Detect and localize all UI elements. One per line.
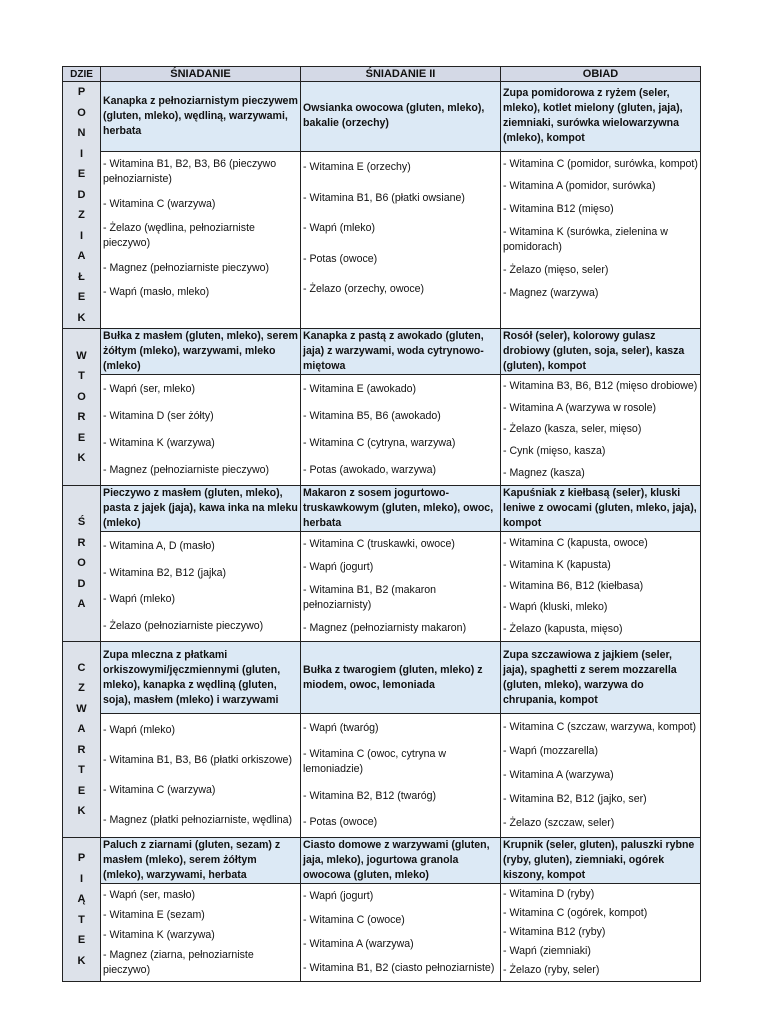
day-letter: A bbox=[77, 250, 86, 262]
nutrient-item: - Potas (owoce) bbox=[303, 816, 378, 829]
day-letter: R bbox=[77, 536, 86, 549]
nutrient-item: - Witamina B1, B2 (makaron pełnoziarnisty) bbox=[303, 584, 437, 611]
nutrient-item: - Wapń (ser, mleko) bbox=[103, 383, 196, 395]
nutrient-item: - Witamina E (orzechy) bbox=[303, 161, 411, 174]
table-body bbox=[63, 82, 701, 982]
nutrient-item: - Witamina B1, B6 (płatki owsiane) bbox=[303, 191, 465, 204]
day-letter: E bbox=[77, 934, 86, 946]
nutrient-list bbox=[501, 884, 700, 981]
nutrient-cell bbox=[501, 532, 701, 642]
meal-cell: Paluch z ziarnami (gluten, sezam) z masłem (mleko), serem żółtym (mleko), warzywami, herbata bbox=[101, 838, 301, 884]
meal-plan-table bbox=[62, 66, 701, 982]
nutrient-item: - Witamina A (warzywa w rosole) bbox=[503, 401, 657, 414]
nutrient-cell bbox=[501, 151, 701, 328]
day-letter: K bbox=[77, 311, 86, 324]
meal-cell: Bułka z masłem (gluten, mleko), serem żółtym (mleko), warzywami, mleko (mleko) bbox=[101, 329, 301, 375]
nutrient-item: - Żelazo (wędlina, pełnoziarniste pieczywo) bbox=[103, 222, 255, 250]
day-letter: W bbox=[76, 349, 87, 362]
day-letter: Z bbox=[78, 682, 85, 694]
day-name-cell bbox=[63, 329, 101, 486]
meal-cell: Zupa mleczna z płatkami orkiszowymi/jęczmiennymi (gluten, mleko), kanapka z wędliną (gluten, soja), masłem (mleko) i warzywami bbox=[101, 642, 301, 714]
nutrient-item: - Witamina C (warzywa) bbox=[103, 784, 216, 797]
nutrient-item: - Witamina K (kapusta) bbox=[503, 558, 611, 571]
nutrient-item: - Witamina B1, B2 (ciasto pełnoziarniste) bbox=[303, 961, 495, 974]
day-name-cell bbox=[63, 486, 101, 642]
nutrient-item: - Witamina A (warzywa) bbox=[303, 937, 414, 950]
day-letter: Ą bbox=[77, 893, 86, 905]
day-letter: E bbox=[77, 168, 86, 180]
nutrient-item: - Witamina C (truskawki, owoce) bbox=[303, 538, 455, 550]
nutrient-list bbox=[501, 152, 700, 306]
nutrient-cell bbox=[101, 151, 301, 328]
day-letter: K bbox=[77, 805, 86, 817]
meal-cell: Kapuśniak z kiełbasą (seler), kluski leniwe z owocami (gluten, mleko, jaja), kompot bbox=[501, 486, 701, 532]
nutrient-item: - Wapń (mleko) bbox=[103, 593, 176, 606]
nutrient-cell bbox=[301, 375, 501, 486]
day-name-cell bbox=[63, 642, 101, 838]
nutrient-item: - Witamina B1, B3, B6 (płatki orkiszowe) bbox=[103, 753, 292, 766]
nutrient-item: - Żelazo (mięso, seler) bbox=[503, 263, 609, 276]
nutrient-item: - Magnez (warzywa) bbox=[503, 286, 599, 299]
day-letter: T bbox=[78, 764, 85, 776]
nutrient-item: - Witamina A, D (masło) bbox=[103, 539, 215, 552]
nutrient-item: - Witamina C (kapusta, owoce) bbox=[503, 537, 648, 550]
nutrient-list bbox=[301, 375, 500, 485]
nutrient-item: - Wapń (ser, masło) bbox=[103, 888, 196, 901]
nutrient-item: - Witamina C (szczaw, warzywa, kompot) bbox=[503, 720, 697, 733]
nutrient-list bbox=[501, 375, 700, 485]
nutrient-cell bbox=[301, 532, 501, 642]
nutrient-item: - Witamina K (warzywa) bbox=[103, 928, 215, 941]
nutrient-item: - Wapń (mleko) bbox=[303, 222, 376, 235]
meal-cell: Rosół (seler), kolorowy gulasz drobiowy (gluten, soja, seler), kasza (gluten), kompot bbox=[501, 329, 701, 375]
nutrient-item: - Żelazo (pełnoziarniste pieczywo) bbox=[103, 620, 264, 633]
header-second-breakfast: ŚNIADANIE II bbox=[301, 67, 501, 82]
nutrient-item: - Wapń (kluski, mleko) bbox=[503, 601, 608, 614]
day-letter: R bbox=[77, 411, 86, 423]
nutrient-item: - Wapń (jogurt) bbox=[303, 890, 374, 903]
day-name-cell bbox=[63, 838, 101, 982]
nutrient-cell bbox=[101, 884, 301, 982]
day-letter: I bbox=[79, 147, 84, 160]
nutrient-item: - Witamina K (surówka, zielenina w pomidorach) bbox=[503, 226, 668, 254]
meal-cell: Ciasto domowe z warzywami (gluten, jaja, mleko), jogurtowa granola owocowa (gluten, mleko) bbox=[301, 838, 501, 884]
nutrient-item: - Witamina C (ogórek, kompot) bbox=[503, 907, 648, 919]
nutrient-item: - Wapń (mleko) bbox=[103, 723, 176, 736]
nutrient-item: - Potas (awokado, warzywa) bbox=[303, 464, 437, 476]
nutrient-list bbox=[101, 152, 300, 306]
nutrient-item: - Wapń (ziemniaki) bbox=[503, 945, 591, 957]
nutrient-list bbox=[301, 714, 500, 837]
nutrient-list bbox=[101, 375, 300, 485]
nutrient-item: - Witamina B2, B12 (twaróg) bbox=[303, 789, 437, 802]
header-lunch: OBIAD bbox=[501, 67, 701, 82]
day-letter: O bbox=[77, 106, 86, 119]
nutrient-item: - Żelazo (kasza, seler, mięso) bbox=[503, 423, 642, 436]
nutrient-list bbox=[301, 532, 500, 641]
nutrient-item: - Witamina A (warzywa) bbox=[503, 768, 614, 781]
meal-cell: Owsianka owocowa (gluten, mleko), bakalie (orzechy) bbox=[301, 82, 501, 152]
nutrient-item: - Wapń (twaróg) bbox=[303, 721, 379, 734]
day-letter: A bbox=[77, 723, 86, 735]
header-breakfast: ŚNIADANIE bbox=[101, 67, 301, 82]
nutrient-cell bbox=[501, 884, 701, 982]
nutrient-row bbox=[63, 375, 701, 486]
nutrient-item: - Magnez (ziarna, pełnoziarniste pieczywo) bbox=[103, 948, 254, 976]
nutrient-cell bbox=[101, 375, 301, 486]
day-letter: K bbox=[77, 954, 86, 967]
nutrient-item: - Witamina E (sezam) bbox=[103, 908, 205, 921]
day-letter: O bbox=[77, 557, 86, 570]
nutrient-item: - Witamina B5, B6 (awokado) bbox=[303, 410, 441, 422]
header-day: DZIE bbox=[63, 67, 101, 82]
nutrient-item: - Magnez (pełnoziarniste pieczywo) bbox=[103, 464, 270, 476]
day-letter: Ś bbox=[77, 516, 86, 529]
day-letter: E bbox=[77, 784, 86, 797]
nutrient-item: - Witamina B2, B12 (jajko, ser) bbox=[503, 793, 647, 806]
nutrient-cell bbox=[501, 714, 701, 838]
nutrient-item: - Cynk (mięso, kasza) bbox=[503, 445, 606, 458]
nutrient-item: - Magnez (płatki pełnoziarniste, wędlina) bbox=[103, 814, 293, 827]
nutrient-list bbox=[501, 714, 700, 837]
nutrient-item: - Witamina K (warzywa) bbox=[103, 437, 215, 449]
nutrient-list bbox=[101, 884, 300, 981]
nutrient-item: - Żelazo (kapusta, mięso) bbox=[503, 622, 623, 635]
day-letter: C bbox=[77, 661, 86, 674]
nutrient-item: - Witamina D (ryby) bbox=[503, 888, 595, 900]
nutrient-cell bbox=[101, 714, 301, 838]
meal-row bbox=[63, 642, 701, 714]
meal-cell: Kanapka z pełnoziarnistym pieczywem (gluten, mleko), wędliną, warzywami, herbata bbox=[101, 82, 301, 152]
nutrient-item: - Wapń (jogurt) bbox=[303, 561, 374, 573]
day-letter: O bbox=[77, 390, 86, 403]
meal-cell: Zupa szczawiowa z jajkiem (seler, jaja), spaghetti z serem mozzarella (gluten, mleko), warzywa do chrupania, kompot bbox=[501, 642, 701, 714]
nutrient-row bbox=[63, 532, 701, 642]
nutrient-cell bbox=[301, 714, 501, 838]
nutrient-list bbox=[301, 884, 500, 981]
nutrient-item: - Wapń (mozzarella) bbox=[503, 744, 598, 757]
nutrient-item: - Witamina D (ser żółty) bbox=[103, 410, 214, 422]
meal-row bbox=[63, 82, 701, 152]
nutrient-item: - Żelazo (szczaw, seler) bbox=[503, 817, 615, 830]
day-name-cell bbox=[63, 82, 101, 329]
nutrient-item: - Witamina B6, B12 (kiełbasa) bbox=[503, 579, 644, 592]
nutrient-list bbox=[101, 532, 300, 641]
meal-row bbox=[63, 329, 701, 375]
nutrient-item: - Witamina C (pomidor, surówka, kompot) bbox=[503, 157, 698, 170]
nutrient-item: - Witamina B3, B6, B12 (mięso drobiowe) bbox=[503, 380, 698, 393]
day-letter: I bbox=[79, 229, 84, 242]
day-letter: I bbox=[79, 872, 84, 885]
nutrient-item: - Witamina A (pomidor, surówka) bbox=[503, 180, 656, 193]
meal-cell: Kanapka z pastą z awokado (gluten, jaja) z warzywami, woda cytrynowo-miętowa bbox=[301, 329, 501, 375]
nutrient-item: - Witamina C (owoc, cytryna w lemoniadzie) bbox=[303, 748, 447, 776]
day-letter: Z bbox=[78, 209, 85, 221]
nutrient-row bbox=[63, 884, 701, 982]
day-letter: T bbox=[78, 913, 85, 926]
nutrient-cell bbox=[501, 375, 701, 486]
meal-cell: Bułka z twarogiem (gluten, mleko) z miodem, owoc, lemoniada bbox=[301, 642, 501, 714]
nutrient-cell bbox=[301, 151, 501, 328]
day-letter: K bbox=[77, 452, 86, 464]
nutrient-item: - Magnez (pełnoziarniste pieczywo) bbox=[103, 261, 270, 274]
day-letter: Ł bbox=[78, 270, 85, 283]
meal-cell: Krupnik (seler, gluten), paluszki rybne (ryby, gluten), ziemniaki, ogórek kiszony, kompot bbox=[501, 838, 701, 884]
nutrient-item: - Witamina E (awokado) bbox=[303, 383, 417, 395]
nutrient-row bbox=[63, 714, 701, 838]
day-letter: A bbox=[77, 598, 86, 611]
day-letter: W bbox=[76, 702, 87, 715]
meal-cell: Pieczywo z masłem (gluten, mleko), pasta z jajek (jaja), kawa inka na mleku (mleko) bbox=[101, 486, 301, 532]
nutrient-item: - Żelazo (orzechy, owoce) bbox=[303, 283, 425, 295]
nutrient-item: - Witamina C (owoce) bbox=[303, 914, 405, 927]
nutrient-item: - Wapń (masło, mleko) bbox=[103, 286, 210, 298]
day-letter: R bbox=[77, 743, 86, 756]
nutrient-item: - Witamina B12 (ryby) bbox=[503, 926, 606, 938]
nutrient-item: - Witamina C (cytryna, warzywa) bbox=[303, 437, 456, 449]
nutrient-item: - Magnez (kasza) bbox=[503, 466, 585, 479]
nutrient-item: - Magnez (pełnoziarnisty makaron) bbox=[303, 622, 467, 634]
day-letter: E bbox=[77, 431, 86, 444]
nutrient-row bbox=[63, 151, 701, 328]
nutrient-list bbox=[301, 152, 500, 306]
day-letter: T bbox=[78, 370, 85, 382]
nutrient-item: - Witamina B2, B12 (jajka) bbox=[103, 566, 227, 579]
nutrient-list bbox=[101, 714, 300, 837]
meal-row bbox=[63, 486, 701, 532]
day-letter: D bbox=[77, 188, 86, 201]
meal-plan-document bbox=[62, 66, 700, 982]
nutrient-cell bbox=[301, 884, 501, 982]
nutrient-item: - Potas (owoce) bbox=[303, 252, 378, 265]
nutrient-item: - Witamina B12 (mięso) bbox=[503, 203, 614, 216]
day-letter: P bbox=[77, 852, 86, 864]
day-letter: P bbox=[77, 86, 86, 98]
meal-cell: Zupa pomidorowa z ryżem (seler, mleko), kotlet mielony (gluten, jaja), ziemniaki, surówka wielowarzywna (mleko), kompot bbox=[501, 82, 701, 152]
meal-cell: Makaron z sosem jogurtowo-truskawkowym (gluten, mleko), owoc, herbata bbox=[301, 486, 501, 532]
day-letter: D bbox=[77, 577, 86, 590]
nutrient-list bbox=[501, 532, 700, 641]
nutrient-item: - Witamina B1, B2, B3, B6 (pieczywo pełnoziarniste) bbox=[103, 158, 277, 186]
header-row bbox=[63, 67, 701, 82]
day-letter: E bbox=[77, 291, 86, 303]
meal-row bbox=[63, 838, 701, 884]
day-letter: N bbox=[77, 127, 86, 139]
nutrient-item: - Żelazo (ryby, seler) bbox=[503, 964, 600, 976]
nutrient-cell bbox=[101, 532, 301, 642]
nutrient-item: - Witamina C (warzywa) bbox=[103, 197, 216, 210]
